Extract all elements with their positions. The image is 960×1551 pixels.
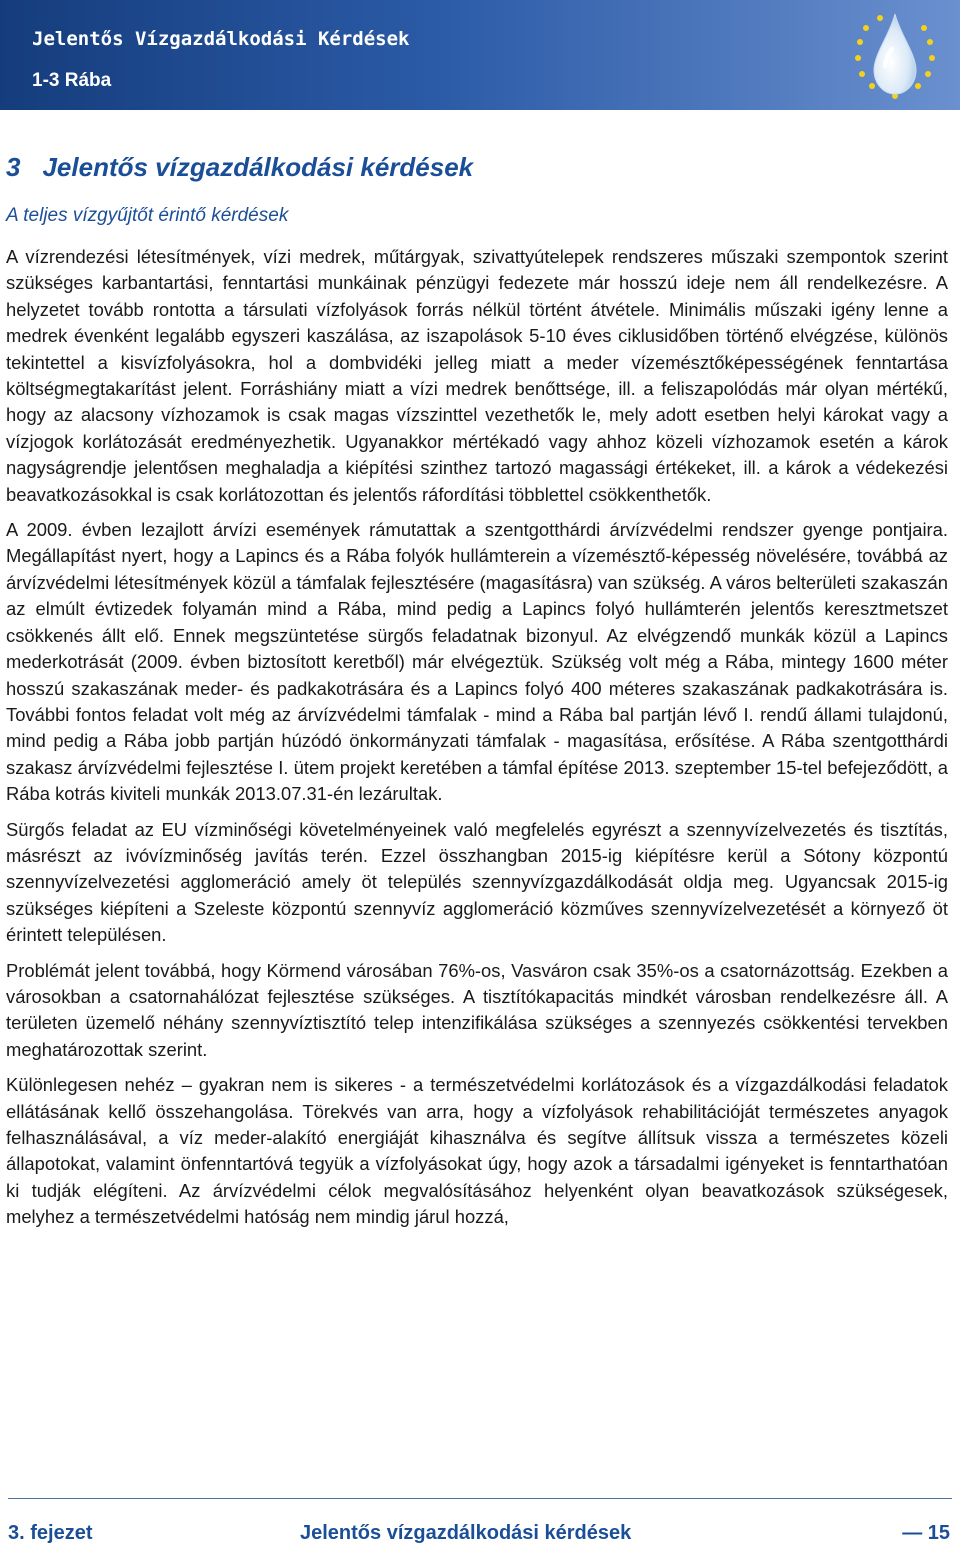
body-paragraph: Különlegesen nehéz – gyakran nem is sikeres - a természetvédelmi korlátozások és a vízgazdálkodási feladatok ellátásának kellő összehangolása. Törekvés van arra, hogy a vízfolyások rehabilitációját természetes anyagok felhasználásával, a víz meder-alakító energiáját kihasználva és segítve állítsuk vissza a természetes közeli állapotokat, valamint önfenntartóvá tegyük a vízfolyásokat úgy, hogy azok a társadalmi igényeket is fenntarthatóan ki tudják elégíteni. Az árvízvédelmi célok megvalósításához helyenként olyan beavatkozások szükségesek, melyhez a természetvédelmi hatóság nem mindig járul hozzá, — [6, 1074, 948, 1228]
eu-water-drop-stars-icon — [840, 4, 950, 106]
section-title: Jelentős vízgazdálkodási kérdések — [42, 152, 474, 182]
header-title: Jelentős Vízgazdálkodási Kérdések — [32, 28, 410, 50]
body-paragraph: A vízrendezési létesítmények, vízi medrek, műtárgyak, szivattyútelepek rendszeres műszaki szempontok szerint szükséges karbantartási, fenntartási munkáinak pénzügyi fedezete már hosszú ideje nem áll rendelkezésre. A helyzetet tovább rontotta a társulati vízfolyások forrás nélkül történt átvétele. Minimális műszaki igény lenne a medrek évenként legalább egyszeri kaszálása, az iszapolások 5-10 éves ciklusidőben történő elvégzése, különös tekintettel a kisvízfolyásokra, hol a dombvidéki jelleg miatt a meder vízemésztőképességének fenntartása költségmegtakarítást jelent. Forráshiány miatt a vízi medrek benőttsége, ill. a feliszapolódás már olyan mértékű, hogy az alacsony vízhozamok is csak magas vízszinttel vezethetők le, mely adott esetben helyi károkat vagy a vízjogok korlátozását eredményezhetik. Ugyanakkor mértékadó vagy ahhoz közeli vízhozamok esetén a károk nagyságrendje jelentősen meghaladja a kiépítési szinthez tartozó magassági értékeket, ill. a károk a védekezési beavatkozásokkal is csak korlátozottan és jelentős ráfordítási többlettel csökkenthetők. — [6, 246, 948, 505]
footer-page: — 15 — [902, 1522, 950, 1544]
footer-divider — [8, 1498, 952, 1499]
section-subheading: A teljes vízgyűjtőt érintő kérdések — [6, 205, 289, 226]
footer-title: Jelentős vízgazdálkodási kérdések — [300, 1522, 632, 1544]
footer-chapter: 3. fejezet — [8, 1522, 93, 1544]
document-body — [6, 150, 948, 1231]
footer-page-number: 15 — [927, 1522, 950, 1544]
body-paragraph: A 2009. évben lezajlott árvízi események rámutattak a szentgotthárdi árvízvédelmi rendszer gyenge pontjaira. Megállapítást nyert, hogy a Lapincs és a Rába folyók hullámterein a vízemésztő-képesség növelésére, továbbá az árvízvédelmi létesítmények közül a támfalak fejlesztésére (magasításra) van szükség. A város belterületi szakaszán az elmúlt évtizedek folyamán mind a Rába, mind pedig a Lapincs folyó hullámterén jelentős keresztmetszet csökkenés állt elő. Ennek megszüntetése sürgős feladatnak bizonyul. Az elvégzendő munkák közül a Lapincs mederkotrását (2009. évben biztosított keretből) már elvégeztük. Szükség volt még a Rába, mintegy 1600 méter hosszú szakaszának meder- és padkakotrására és a Lapincs folyó 400 méteres szakaszának padkakotrására is. További fontos feladat volt még az árvízvédelmi támfalak - mind a Rába bal partján lévő I. rendű állami tulajdonú, mind pedig a Rába jobb partján húzódó önkormányzati támfalak - magasítása, erősítése. A Rába szentgotthárdi szakasz árvízvédelmi fejlesztése I. ütem projekt keretében a támfal építése 2013. szeptember 15-tel befejeződött, a Rába kotrás kiviteli munkák 2013.07.31-én lezárultak. — [6, 519, 948, 805]
body-paragraph: Sürgős feladat az EU vízminőségi követelményeinek való megfelelés egyrészt a szennyvízelvezetés és tisztítás, másrészt az ivóvízminőség javítás terén. Ezzel összhangban 2015-ig kiépítésre kerül a Sótony központú szennyvízelvezetési agglomeráció amely öt település szennyvízgazdálkodását oldja meg. Ugyancsak 2015-ig szükséges kiépíteni a Szeleste központú szennyvíz agglomeráció közműves szennyvízelvezetését a környező öt érintett településen. — [6, 818, 948, 946]
section-heading — [6, 150, 948, 184]
body-paragraph: Problémát jelent továbbá, hogy Körmend városában 76%-os, Vasváron csak 35%-os a csatornázottság. Ezekben a városokban a csatornahálózat fejlesztése szükséges. A tisztítókapacitás mindkét városban rendelkezésre áll. A területen üzemelő néhány szennyvíztisztító telep intenzifikálása szükséges a szennyezés csökkentési tervekben meghatározottak szerint. — [6, 959, 948, 1060]
page-header — [0, 0, 960, 110]
section-number: 3 — [6, 152, 21, 182]
header-subtitle: 1-3 Rába — [32, 70, 112, 91]
